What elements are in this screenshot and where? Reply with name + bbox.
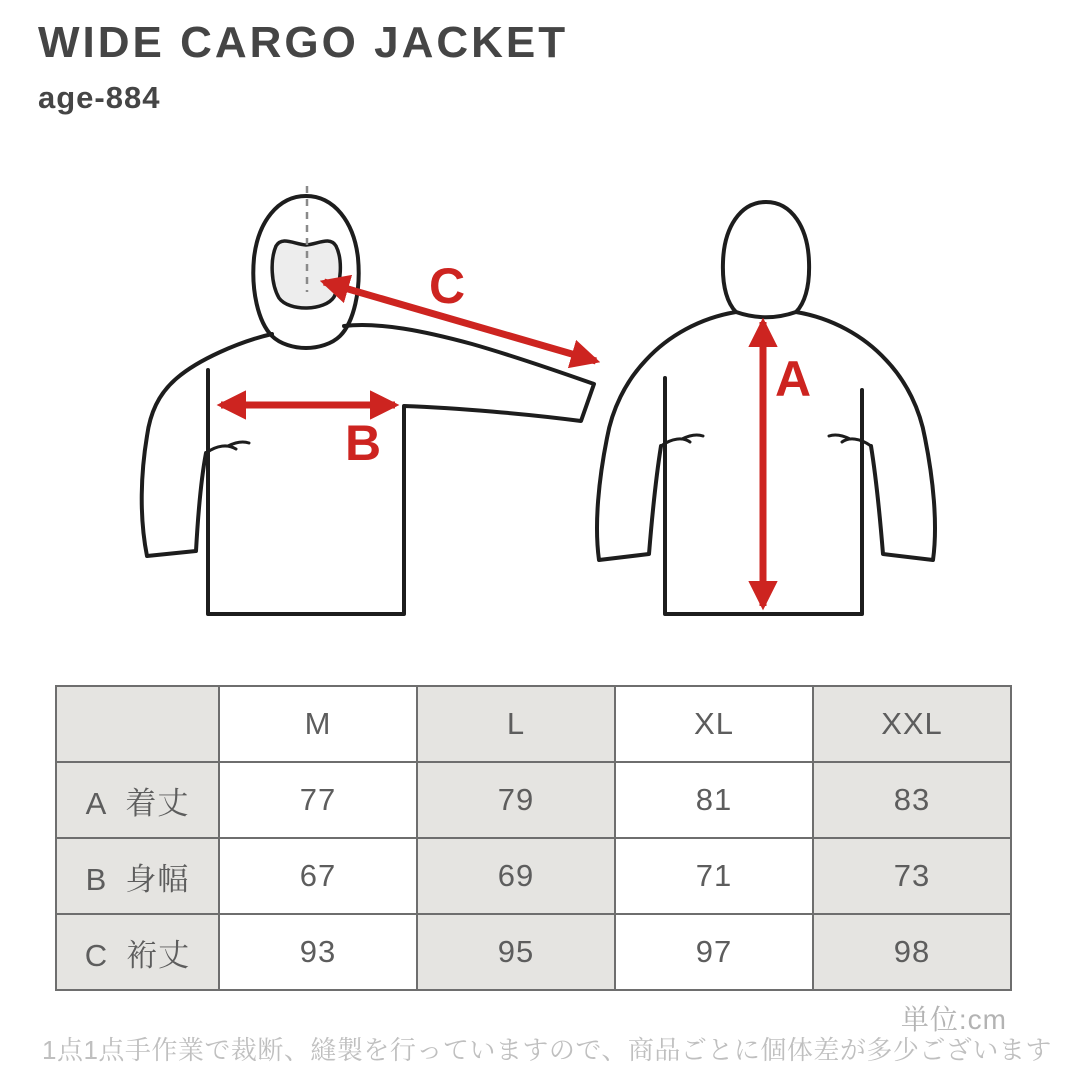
table-cell: 83 [813, 762, 1011, 838]
table-cell: 67 [219, 838, 417, 914]
row-label-c: C 裄丈 [56, 914, 219, 990]
column-header-l: L [417, 686, 615, 762]
table-cell: 73 [813, 838, 1011, 914]
table-header-row [56, 686, 1011, 762]
table-cell: 71 [615, 838, 813, 914]
table-cell: 98 [813, 914, 1011, 990]
page-title: WIDE CARGO JACKET [38, 18, 569, 67]
table-cell: 79 [417, 762, 615, 838]
label-b: B [344, 415, 382, 471]
unit-label: 単位:cm [900, 1004, 1007, 1035]
table-cell: 69 [417, 838, 615, 914]
table-row-c [56, 914, 1011, 990]
row-label-a: A 着丈 [56, 762, 219, 838]
table-cell: 95 [417, 914, 615, 990]
table-row-a [56, 762, 1011, 838]
table-cell: 77 [219, 762, 417, 838]
size-table [55, 685, 1012, 991]
column-header-xl: XL [615, 686, 813, 762]
column-header-xxl: XXL [813, 686, 1011, 762]
table-cell: 93 [219, 914, 417, 990]
model-number: age-884 [38, 80, 161, 115]
label-c: C [428, 258, 466, 314]
table-cell: 81 [615, 762, 813, 838]
handmade-note: 1点1点手作業で裁断、縫製を行っていますので、商品ごとに個体差が多少ございます [42, 1035, 1052, 1065]
row-label-b: B 身幅 [56, 838, 219, 914]
label-a: A [774, 351, 812, 407]
table-corner-cell [56, 686, 219, 762]
table-cell: 97 [615, 914, 813, 990]
column-header-m: M [219, 686, 417, 762]
table-row-b [56, 838, 1011, 914]
